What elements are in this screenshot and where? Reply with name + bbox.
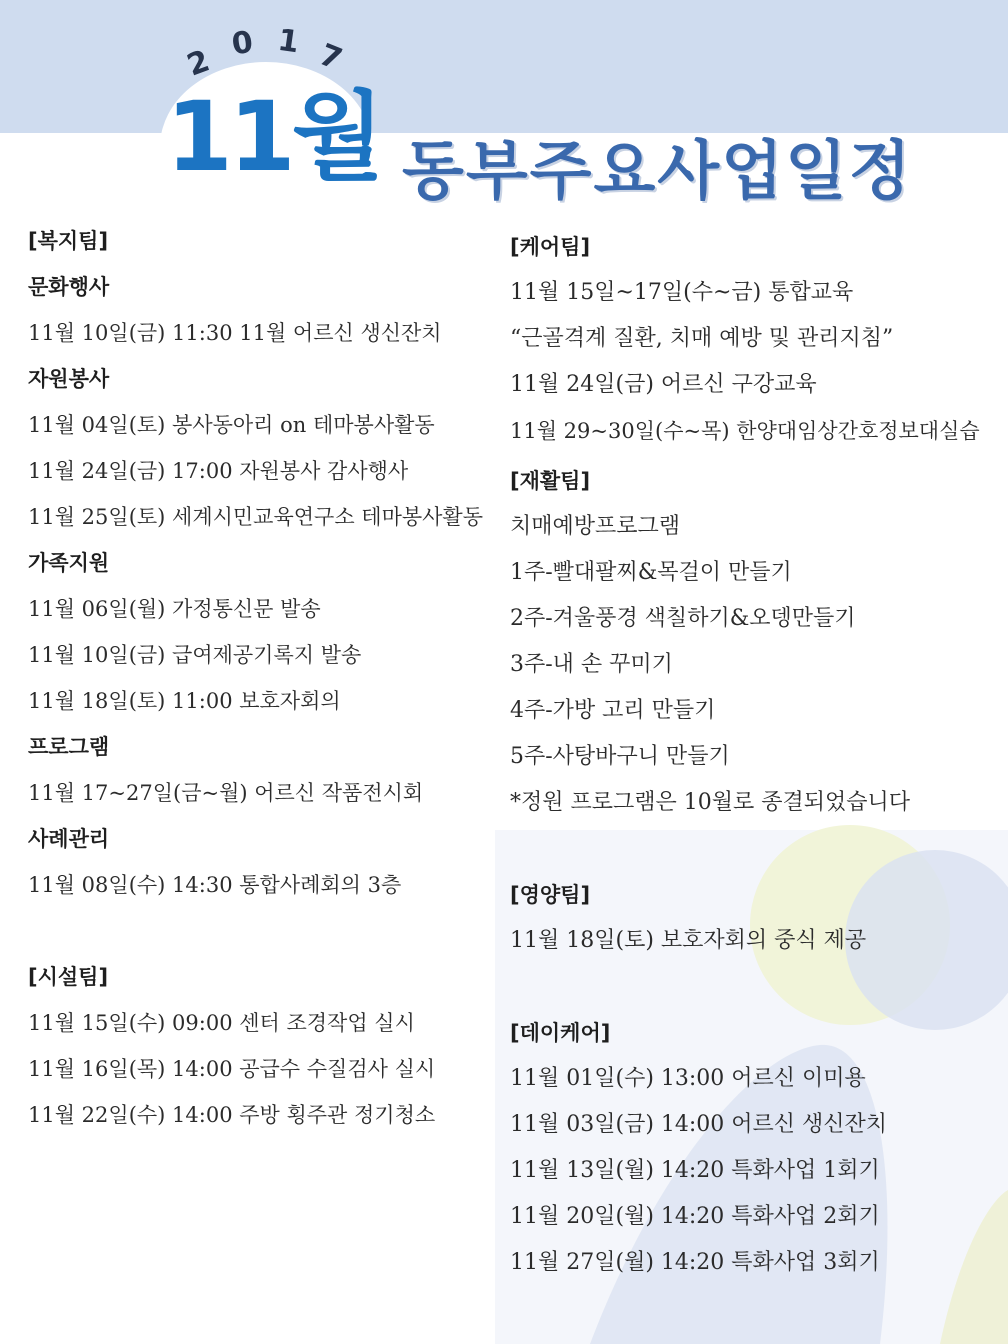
schedule-item: 3주-내 손 꾸미기 — [510, 652, 673, 677]
schedule-item: 11월 24일(금) 어르신 구강교육 — [510, 372, 817, 397]
schedule-item: 11월 18일(토) 보호자회의 중식 제공 — [510, 928, 867, 953]
year-digit: 7 — [314, 37, 347, 78]
team-heading-welfare: [복지팀] — [28, 229, 109, 253]
schedule-item: 11월 16일(목) 14:00 공급수 수질검사 실시 — [28, 1057, 436, 1081]
schedule-item: 11월 10일(금) 급여제공기록지 발송 — [28, 643, 362, 667]
section-heading-program: 프로그램 — [28, 735, 110, 759]
schedule-item: 11월 15일~17일(수~금) 통합교육 — [510, 280, 854, 305]
schedule-item: 5주-사탕바구니 만들기 — [510, 744, 730, 769]
schedule-item: 11월 25일(토) 세계시민교육연구소 테마봉사활동 — [28, 505, 484, 529]
schedule-item: 11월 06일(월) 가정통신문 발송 — [28, 597, 321, 621]
schedule-item: 11월 29~30일(수~목) 한양대임상간호정보대실습 — [510, 419, 980, 443]
year-label — [180, 22, 355, 82]
schedule-item: 11월 10일(금) 11:30 11월 어르신 생신잔치 — [28, 321, 442, 345]
schedule-item: 11월 27일(월) 14:20 특화사업 3회기 — [510, 1250, 880, 1275]
schedule-item: 11월 13일(월) 14:20 특화사업 1회기 — [510, 1158, 880, 1183]
schedule-item: 11월 15일(수) 09:00 센터 조경작업 실시 — [28, 1011, 415, 1035]
schedule-item: 2주-겨울풍경 색칠하기&오뎅만들기 — [510, 606, 856, 631]
schedule-item: 11월 01일(수) 13:00 어르신 이미용 — [510, 1066, 866, 1091]
schedule-item: 11월 20일(월) 14:20 특화사업 2회기 — [510, 1204, 880, 1229]
section-heading-case: 사례관리 — [28, 827, 110, 851]
team-heading-rehab: [재활팀] — [510, 469, 591, 493]
schedule-item: 11월 17~27일(금~월) 어르신 작품전시회 — [28, 781, 424, 805]
year-digit: 0 — [229, 24, 256, 63]
year-digit: 2 — [182, 43, 215, 84]
spacer — [510, 826, 1000, 872]
schedule-item: 1주-빨대팔찌&목걸이 만들기 — [510, 560, 792, 585]
section-heading-family: 가족지원 — [28, 551, 110, 575]
schedule-item: 11월 24일(금) 17:00 자원봉사 감사행사 — [28, 459, 409, 483]
team-heading-daycare: [데이케어] — [510, 1021, 611, 1045]
schedule-note: *정원 프로그램은 10월로 종결되었습니다 — [510, 790, 911, 815]
section-heading-volunteer: 자원봉사 — [28, 367, 110, 391]
spacer — [28, 908, 498, 954]
schedule-item: 11월 22일(수) 14:00 주방 횡주관 정기청소 — [28, 1103, 436, 1127]
schedule-item: 11월 04일(토) 봉사동아리 on 테마봉사활동 — [28, 413, 435, 437]
year-digit: 1 — [275, 22, 302, 61]
month-label: 11월 — [166, 81, 381, 193]
schedule-item: 11월 18일(토) 11:00 보호자회의 — [28, 689, 341, 713]
team-heading-nutrition: [영양팀] — [510, 883, 591, 907]
schedule-item: “근골격계 질환, 치매 예방 및 관리지침” — [510, 326, 894, 351]
right-column — [510, 224, 1000, 1286]
schedule-item: 11월 03일(금) 14:00 어르신 생신잔치 — [510, 1112, 888, 1137]
page-title: 동부주요사업일정 — [402, 135, 913, 209]
team-heading-care: [케어팀] — [510, 235, 591, 259]
section-heading-culture: 문화행사 — [28, 275, 110, 299]
spacer — [510, 964, 1000, 1010]
schedule-item: 치매예방프로그램 — [510, 514, 681, 539]
schedule-item: 4주-가방 고리 만들기 — [510, 698, 716, 723]
left-column — [28, 218, 498, 1138]
schedule-item: 11월 08일(수) 14:30 통합사례회의 3층 — [28, 873, 402, 897]
team-heading-facility: [시설팀] — [28, 965, 109, 989]
